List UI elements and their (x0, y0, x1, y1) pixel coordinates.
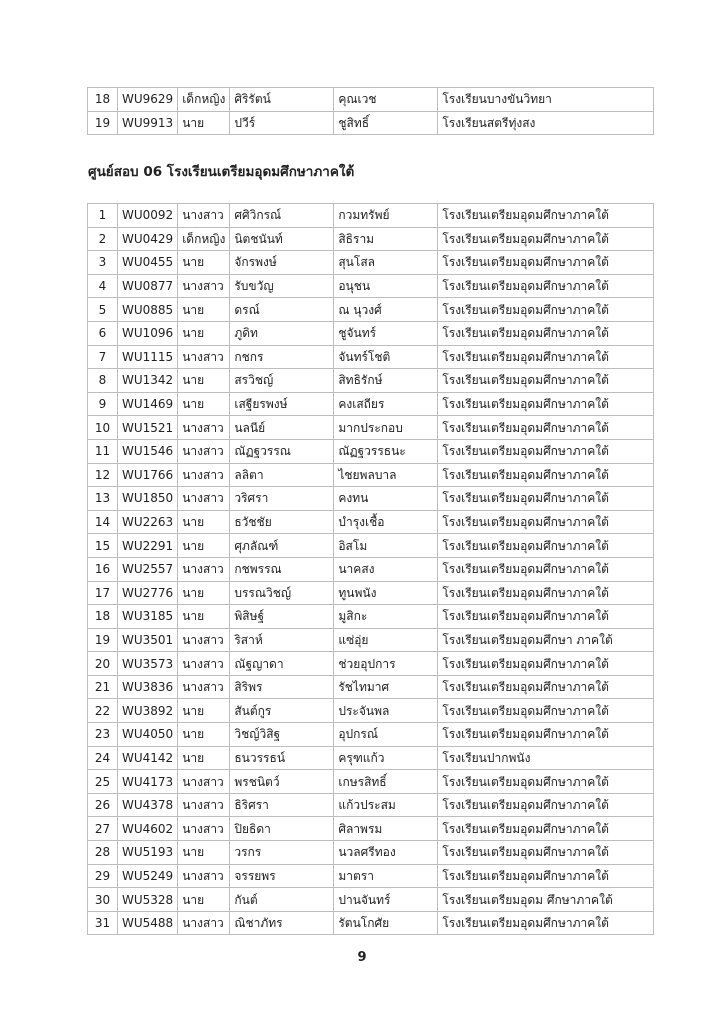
cell-number: 22 (88, 699, 118, 723)
cell-last-name: ครุฑแก้ว (334, 746, 438, 770)
cell-first-name: ดรณ์ (230, 298, 334, 322)
cell-number: 1 (88, 204, 118, 228)
cell-first-name: นลนีย์ (230, 416, 334, 440)
cell-first-name: กชกร (230, 345, 334, 369)
cell-first-name: ศุภลัณฑ์ (230, 534, 334, 558)
cell-candidate-id: WU5328 (118, 888, 178, 912)
cell-number: 20 (88, 652, 118, 676)
cell-first-name: ณัฏฐวรรณ (230, 439, 334, 463)
cell-last-name: กวมทรัพย์ (334, 204, 438, 228)
cell-title: นาย (178, 510, 230, 534)
cell-number: 17 (88, 581, 118, 605)
cell-first-name: สรวิชญ์ (230, 369, 334, 393)
cell-school: โรงเรียนเตรียมอุดมศึกษาภาคใต้ (438, 369, 654, 393)
cell-last-name: ไชยพลบาล (334, 463, 438, 487)
cell-title: นาย (178, 111, 230, 135)
cell-last-name: สิทธิรักษ์ (334, 369, 438, 393)
cell-last-name: รัชไทมาศ (334, 675, 438, 699)
cell-school: โรงเรียนเตรียมอุดมศึกษาภาคใต้ (438, 675, 654, 699)
cell-first-name: ลลิตา (230, 463, 334, 487)
cell-school: โรงเรียนเตรียมอุดมศึกษาภาคใต้ (438, 298, 654, 322)
cell-last-name: มากประกอบ (334, 416, 438, 440)
cell-candidate-id: WU5488 (118, 911, 178, 935)
cell-title: นางสาว (178, 911, 230, 935)
table-row (88, 463, 654, 487)
cell-number: 19 (88, 628, 118, 652)
cell-candidate-id: WU0455 (118, 251, 178, 275)
table-row (88, 675, 654, 699)
cell-first-name: วรกร (230, 841, 334, 865)
cell-last-name: อิสโม (334, 534, 438, 558)
cell-last-name: อนุชน (334, 274, 438, 298)
cell-title: นางสาว (178, 675, 230, 699)
cell-school: โรงเรียนเตรียมอุดมศึกษาภาคใต้ (438, 581, 654, 605)
table-row (88, 227, 654, 251)
cell-first-name: สันต์กูร (230, 699, 334, 723)
cell-title: นาย (178, 841, 230, 865)
table-row (88, 416, 654, 440)
cell-first-name: ปิยธิดา (230, 817, 334, 841)
table-row (88, 251, 654, 275)
cell-title: นางสาว (178, 439, 230, 463)
cell-school: โรงเรียนเตรียมอุดมศึกษาภาคใต้ (438, 439, 654, 463)
section-heading: ศูนย์สอบ 06 โรงเรียนเตรียมอุดมศึกษาภาคใต้ (88, 164, 355, 180)
cell-first-name: ธิริศรา (230, 793, 334, 817)
table-row (88, 274, 654, 298)
cell-title: นาย (178, 699, 230, 723)
table-row (88, 841, 654, 865)
cell-candidate-id: WU1096 (118, 321, 178, 345)
cell-last-name: นวลศรีทอง (334, 841, 438, 865)
cell-number: 29 (88, 864, 118, 888)
cell-candidate-id: WU1546 (118, 439, 178, 463)
cell-candidate-id: WU3501 (118, 628, 178, 652)
cell-first-name: ธนวรรธน์ (230, 746, 334, 770)
cell-first-name: ริสาห์ (230, 628, 334, 652)
cell-first-name: ศิริรัตน์ (230, 88, 334, 112)
cell-school: โรงเรียนบางขันวิทยา (438, 88, 654, 112)
cell-number: 19 (88, 111, 118, 135)
cell-candidate-id: WU0092 (118, 204, 178, 228)
cell-number: 24 (88, 746, 118, 770)
cell-last-name: มูสิกะ (334, 605, 438, 629)
cell-title: นางสาว (178, 817, 230, 841)
cell-school: โรงเรียนเตรียมอุดมศึกษาภาคใต้ (438, 817, 654, 841)
cell-number: 31 (88, 911, 118, 935)
cell-school: โรงเรียนเตรียมอุดมศึกษาภาคใต้ (438, 534, 654, 558)
table-row (88, 864, 654, 888)
table-row (88, 699, 654, 723)
table-row (88, 321, 654, 345)
continued-candidate-table (87, 87, 654, 135)
cell-first-name: เสฐียรพงษ์ (230, 392, 334, 416)
cell-title: นางสาว (178, 652, 230, 676)
cell-last-name: สุนโสล (334, 251, 438, 275)
cell-first-name: กชพรรณ (230, 557, 334, 581)
cell-last-name: ประจันพล (334, 699, 438, 723)
cell-number: 10 (88, 416, 118, 440)
cell-candidate-id: WU1469 (118, 392, 178, 416)
cell-candidate-id: WU4602 (118, 817, 178, 841)
cell-number: 18 (88, 605, 118, 629)
cell-title: เด็กหญิง (178, 88, 230, 112)
cell-last-name: มาตรา (334, 864, 438, 888)
cell-title: นางสาว (178, 274, 230, 298)
cell-school: โรงเรียนเตรียมอุดมศึกษาภาคใต้ (438, 392, 654, 416)
table-row (88, 581, 654, 605)
cell-first-name: วิชญ์วิสิฐ (230, 723, 334, 747)
cell-title: นางสาว (178, 204, 230, 228)
cell-candidate-id: WU3185 (118, 605, 178, 629)
table-row (88, 204, 654, 228)
cell-school: โรงเรียนเตรียมอุดมศึกษาภาคใต้ (438, 251, 654, 275)
table-row (88, 369, 654, 393)
cell-candidate-id: WU1115 (118, 345, 178, 369)
cell-last-name: จันทร์โชติ (334, 345, 438, 369)
table-row (88, 888, 654, 912)
cell-number: 9 (88, 392, 118, 416)
cell-school: โรงเรียนเตรียมอุดม ศึกษาภาคใต้ (438, 888, 654, 912)
cell-first-name: พิสิษฐ์ (230, 605, 334, 629)
table-row (88, 345, 654, 369)
cell-school: โรงเรียนเตรียมอุดมศึกษาภาคใต้ (438, 321, 654, 345)
cell-school: โรงเรียนเตรียมอุดมศึกษาภาคใต้ (438, 841, 654, 865)
cell-title: นางสาว (178, 416, 230, 440)
cell-first-name: สิริพร (230, 675, 334, 699)
cell-candidate-id: WU0885 (118, 298, 178, 322)
table-row (88, 439, 654, 463)
table-row (88, 628, 654, 652)
cell-candidate-id: WU1766 (118, 463, 178, 487)
cell-candidate-id: WU2776 (118, 581, 178, 605)
cell-number: 26 (88, 793, 118, 817)
cell-first-name: ศศิวิกรณ์ (230, 204, 334, 228)
table-row (88, 298, 654, 322)
table-row (88, 510, 654, 534)
cell-first-name: กันต์ (230, 888, 334, 912)
cell-first-name: ภูดิท (230, 321, 334, 345)
cell-candidate-id: WU2291 (118, 534, 178, 558)
cell-title: นางสาว (178, 628, 230, 652)
cell-last-name: สิธิราม (334, 227, 438, 251)
continued-table-body (88, 88, 654, 135)
cell-school: โรงเรียนเตรียมอุดมศึกษาภาคใต้ (438, 652, 654, 676)
cell-school: โรงเรียนเตรียมอุดมศึกษา ภาคใต้ (438, 628, 654, 652)
cell-number: 2 (88, 227, 118, 251)
cell-first-name: บรรณวิชญ์ (230, 581, 334, 605)
cell-number: 13 (88, 487, 118, 511)
cell-last-name: บำรุงเชื้อ (334, 510, 438, 534)
cell-title: นางสาว (178, 793, 230, 817)
cell-candidate-id: WU3573 (118, 652, 178, 676)
cell-first-name: ณิชาภัทร (230, 911, 334, 935)
cell-last-name: นาคสง (334, 557, 438, 581)
cell-number: 5 (88, 298, 118, 322)
cell-school: โรงเรียนเตรียมอุดมศึกษาภาคใต้ (438, 793, 654, 817)
cell-number: 28 (88, 841, 118, 865)
cell-school: โรงเรียนเตรียมอุดมศึกษาภาคใต้ (438, 204, 654, 228)
cell-number: 7 (88, 345, 118, 369)
cell-last-name: ชูจันทร์ (334, 321, 438, 345)
cell-last-name: แก้วประสม (334, 793, 438, 817)
cell-title: นาย (178, 392, 230, 416)
cell-candidate-id: WU9913 (118, 111, 178, 135)
cell-title: นางสาว (178, 557, 230, 581)
cell-title: นาย (178, 534, 230, 558)
cell-school: โรงเรียนเตรียมอุดมศึกษาภาคใต้ (438, 463, 654, 487)
cell-title: นางสาว (178, 864, 230, 888)
cell-first-name: พรชนิตว์ (230, 770, 334, 794)
cell-school: โรงเรียนสตรีทุ่งสง (438, 111, 654, 135)
cell-number: 16 (88, 557, 118, 581)
cell-title: นางสาว (178, 345, 230, 369)
cell-school: โรงเรียนเตรียมอุดมศึกษาภาคใต้ (438, 699, 654, 723)
table-row (88, 817, 654, 841)
cell-candidate-id: WU4378 (118, 793, 178, 817)
table-row (88, 557, 654, 581)
cell-school: โรงเรียนเตรียมอุดมศึกษาภาคใต้ (438, 723, 654, 747)
cell-first-name: จักรพงษ์ (230, 251, 334, 275)
cell-title: นางสาว (178, 770, 230, 794)
table-row (88, 652, 654, 676)
cell-number: 14 (88, 510, 118, 534)
cell-first-name: ธวัชชัย (230, 510, 334, 534)
cell-last-name: แซ่อุ่ย (334, 628, 438, 652)
cell-school: โรงเรียนเตรียมอุดมศึกษาภาคใต้ (438, 557, 654, 581)
cell-first-name: จรรยพร (230, 864, 334, 888)
candidate-table (87, 203, 654, 935)
cell-candidate-id: WU4173 (118, 770, 178, 794)
cell-first-name: ณัฐญาดา (230, 652, 334, 676)
table-row (88, 605, 654, 629)
cell-school: โรงเรียนเตรียมอุดมศึกษาภาคใต้ (438, 274, 654, 298)
cell-school: โรงเรียนปากพนัง (438, 746, 654, 770)
cell-last-name: คุณเวช (334, 88, 438, 112)
cell-first-name: ปวีร์ (230, 111, 334, 135)
table-row (88, 746, 654, 770)
cell-title: นาย (178, 321, 230, 345)
cell-title: นางสาว (178, 487, 230, 511)
cell-number: 8 (88, 369, 118, 393)
cell-number: 18 (88, 88, 118, 112)
cell-candidate-id: WU5249 (118, 864, 178, 888)
table-row (88, 770, 654, 794)
cell-number: 12 (88, 463, 118, 487)
cell-last-name: อุปกรณ์ (334, 723, 438, 747)
cell-last-name: ณ นุวงศ์ (334, 298, 438, 322)
cell-title: นาย (178, 251, 230, 275)
cell-candidate-id: WU0429 (118, 227, 178, 251)
cell-last-name: เกษรสิทธิ์ (334, 770, 438, 794)
cell-number: 15 (88, 534, 118, 558)
cell-title: นาย (178, 605, 230, 629)
table-row (88, 723, 654, 747)
cell-last-name: คงทน (334, 487, 438, 511)
cell-school: โรงเรียนเตรียมอุดมศึกษาภาคใต้ (438, 416, 654, 440)
cell-title: นาย (178, 369, 230, 393)
cell-candidate-id: WU3836 (118, 675, 178, 699)
page-number: 9 (357, 950, 367, 965)
cell-last-name: ช่วยอุปการ (334, 652, 438, 676)
cell-number: 25 (88, 770, 118, 794)
cell-first-name: รับขวัญ (230, 274, 334, 298)
cell-number: 3 (88, 251, 118, 275)
candidate-table-body (88, 204, 654, 935)
cell-candidate-id: WU9629 (118, 88, 178, 112)
cell-school: โรงเรียนเตรียมอุดมศึกษาภาคใต้ (438, 227, 654, 251)
cell-school: โรงเรียนเตรียมอุดมศึกษาภาคใต้ (438, 864, 654, 888)
table-row (88, 111, 654, 135)
cell-first-name: วริศรา (230, 487, 334, 511)
table-row (88, 911, 654, 935)
cell-candidate-id: WU4050 (118, 723, 178, 747)
cell-title: นาย (178, 298, 230, 322)
cell-number: 4 (88, 274, 118, 298)
cell-school: โรงเรียนเตรียมอุดมศึกษาภาคใต้ (438, 345, 654, 369)
cell-number: 21 (88, 675, 118, 699)
cell-last-name: ณัฏฐวรรธนะ (334, 439, 438, 463)
cell-last-name: ปานจันทร์ (334, 888, 438, 912)
cell-title: นาย (178, 723, 230, 747)
table-row (88, 534, 654, 558)
cell-title: นางสาว (178, 463, 230, 487)
cell-candidate-id: WU2263 (118, 510, 178, 534)
cell-candidate-id: WU3892 (118, 699, 178, 723)
cell-candidate-id: WU1850 (118, 487, 178, 511)
cell-last-name: ทูนพนัง (334, 581, 438, 605)
cell-school: โรงเรียนเตรียมอุดมศึกษาภาคใต้ (438, 911, 654, 935)
cell-last-name: ชูสิทธิ์ (334, 111, 438, 135)
cell-school: โรงเรียนเตรียมอุดมศึกษาภาคใต้ (438, 487, 654, 511)
cell-candidate-id: WU1342 (118, 369, 178, 393)
cell-number: 11 (88, 439, 118, 463)
cell-candidate-id: WU5193 (118, 841, 178, 865)
table-row (88, 88, 654, 112)
cell-candidate-id: WU0877 (118, 274, 178, 298)
cell-first-name: นิตชนันท์ (230, 227, 334, 251)
cell-candidate-id: WU1521 (118, 416, 178, 440)
table-row (88, 487, 654, 511)
cell-school: โรงเรียนเตรียมอุดมศึกษาภาคใต้ (438, 510, 654, 534)
cell-title: นาย (178, 746, 230, 770)
cell-number: 30 (88, 888, 118, 912)
cell-number: 6 (88, 321, 118, 345)
cell-title: นาย (178, 581, 230, 605)
cell-school: โรงเรียนเตรียมอุดมศึกษาภาคใต้ (438, 770, 654, 794)
cell-candidate-id: WU2557 (118, 557, 178, 581)
cell-school: โรงเรียนเตรียมอุดมศึกษาภาคใต้ (438, 605, 654, 629)
cell-last-name: ศิลาพรม (334, 817, 438, 841)
cell-number: 23 (88, 723, 118, 747)
table-row (88, 392, 654, 416)
cell-last-name: รัตนโกศัย (334, 911, 438, 935)
cell-title: เด็กหญิง (178, 227, 230, 251)
cell-last-name: คงเสถียร (334, 392, 438, 416)
cell-number: 27 (88, 817, 118, 841)
cell-candidate-id: WU4142 (118, 746, 178, 770)
cell-title: นาย (178, 888, 230, 912)
table-row (88, 793, 654, 817)
